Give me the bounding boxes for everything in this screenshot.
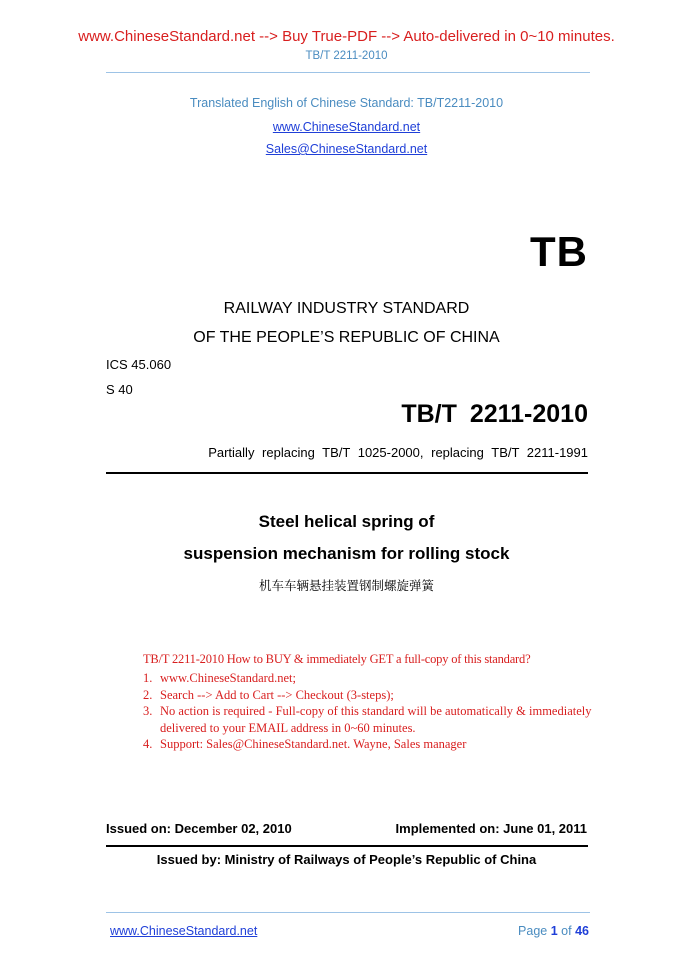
title-line1: Steel helical spring of [258,512,435,531]
s-code: S 40 [106,382,133,397]
purchase-step [143,670,593,687]
intro-email-row [0,140,693,158]
purchase-step [143,687,593,704]
dates-divider [106,845,588,847]
title-chinese: 机车车辆悬挂装置钢制螺旋弹簧 [258,578,434,593]
page-total: 46 [575,924,589,938]
step-number: 4. [143,737,153,751]
email-link[interactable]: Sales@ChineseStandard.net [265,142,428,156]
step-number: 3. [143,704,153,718]
page-label: Page [518,924,548,938]
title-line2: suspension mechanism for rolling stock [183,544,510,563]
title-divider [106,472,588,474]
top-banner-link[interactable]: www.ChineseStandard.net --> Buy True-PDF --> Auto-delivered in 0~10 minutes. [78,28,615,45]
replacing-note: Partially replacing TB/T 1025-2000, replacing TB/T 2211-1991 [208,445,588,460]
tb-logo: TB [530,228,588,275]
ics-code: ICS 45.060 [106,357,172,372]
page-of: of [561,924,572,938]
step-number: 1. [143,671,153,685]
website-link[interactable]: www.ChineseStandard.net [272,120,421,134]
step-text: No action is required - Full-copy of this standard will be automatically & immediately delivered to your EMAIL address in 0~60 minutes. [160,704,592,735]
step-number: 2. [143,687,153,702]
translated-note: Translated English of Chinese Standard: TB/T2211-2010 [189,96,504,110]
step-text: Search --> Add to Cart --> Checkout (3-steps); [160,687,394,702]
footer-website-link[interactable]: www.ChineseStandard.net [110,924,258,938]
issued-on-date: Issued on: December 02, 2010 [106,821,292,836]
purchase-steps [143,670,593,753]
step-text[interactable]: www.ChineseStandard.net; [160,671,296,685]
page-indicator [518,924,589,938]
header-divider [106,72,590,73]
page-current: 1 [550,924,558,938]
standard-type-line1: RAILWAY INDUSTRY STANDARD [223,300,470,317]
footer-divider [106,912,590,913]
purchase-instructions [143,652,593,753]
header-standard-code: TB/T 2211-2010 [305,50,388,62]
intro-website-row [0,118,693,136]
implemented-on-date: Implemented on: June 01, 2011 [395,821,587,836]
issued-by: Issued by: Ministry of Railways of People’s Republic of China [156,852,537,867]
purchase-step [143,736,593,753]
step-text: Support: Sales@ChineseStandard.net. Wayne, Sales manager [160,737,467,751]
purchase-step [143,703,593,736]
standard-number: TB/T 2211-2010 [401,400,588,428]
purchase-heading: TB/T 2211-2010 How to BUY & immediately GET a full-copy of this standard? [143,652,531,666]
standard-type-line2: OF THE PEOPLE’S REPUBLIC OF CHINA [193,329,500,346]
